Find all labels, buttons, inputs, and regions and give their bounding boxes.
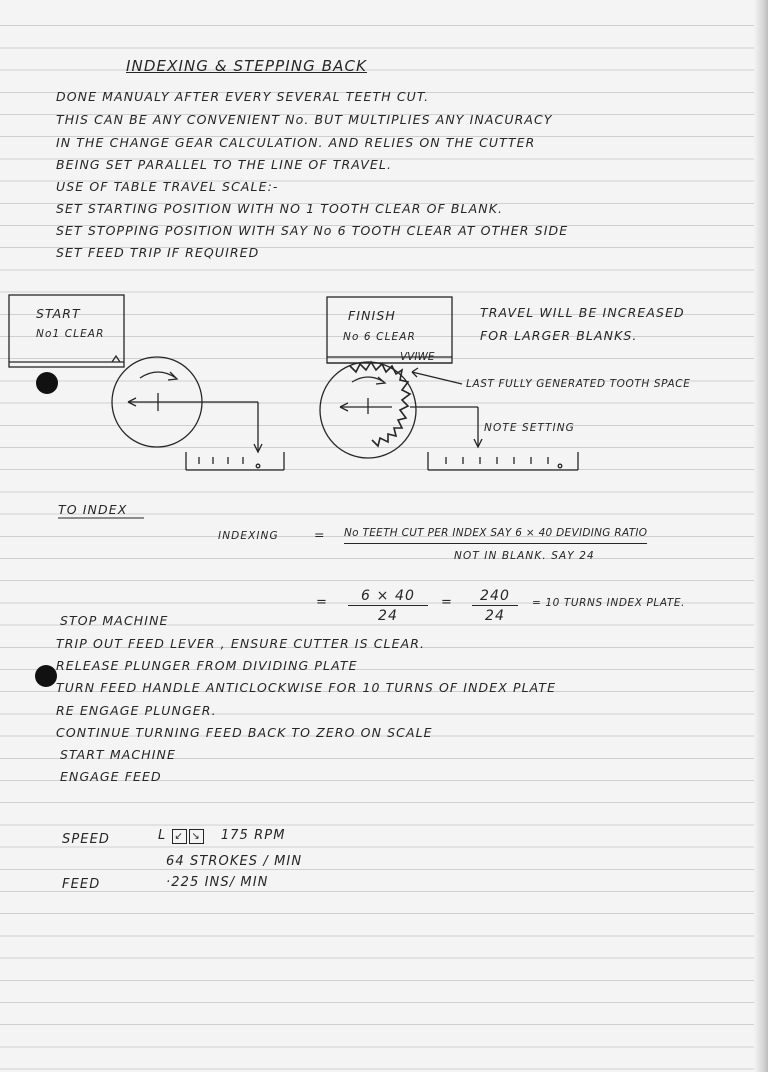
step-2: TRIP OUT FEED LEVER , ENSURE CUTTER IS CLEAR. [56,636,426,651]
speed-prefix: L [158,828,167,843]
speed-label: SPEED [62,832,111,847]
intro-line-6: SET STARTING POSITION WITH NO 1 TOOTH CLEAR OF BLANK. [56,201,504,216]
step-1: STOP MACHINE [60,613,169,628]
indexing-label: INDEXING [218,530,279,542]
step-5: RE ENGAGE PLUNGER. [56,703,217,718]
finish-label-2: No 6 CLEAR [343,331,416,343]
step-6: CONTINUE TURNING FEED BACK TO ZERO ON SCALE [56,725,433,740]
calc-result: = 10 TURNS INDEX PLATE. [532,597,686,609]
travel-note-1: TRAVEL WILL BE INCREASED [480,305,685,320]
fraction-2 [472,588,518,624]
fraction-1 [348,588,428,624]
speed-box-1: ↙ [172,829,187,844]
calc-equals-2: = [441,595,453,610]
fraction-1-numerator: 6 × 40 [348,588,428,606]
formula-denominator: NOT IN BLANK. SAY 24 [454,550,595,562]
finish-label-1: FINISH [348,308,396,323]
finish-tooth-marks: VVIWE [400,351,435,363]
step-3: RELEASE PLUNGER FROM DIVIDING PLATE [56,658,358,673]
feed-value: ·225 INS/ MIN [166,875,269,890]
page-title: INDEXING & STEPPING BACK [126,57,367,75]
note-setting: NOTE SETTING [484,422,575,434]
last-tooth-note: LAST FULLY GENERATED TOOTH SPACE [466,378,691,390]
intro-line-5: USE OF TABLE TRAVEL SCALE:- [56,179,279,194]
calc-equals: = [316,595,328,610]
to-index-heading: TO INDEX [58,502,128,517]
step-7: START MACHINE [60,747,176,762]
intro-line-4: BEING SET PARALLEL TO THE LINE OF TRAVEL. [56,157,393,172]
strokes-value: 64 STROKES / MIN [166,854,303,869]
step-8: ENGAGE FEED [60,769,162,784]
travel-note-2: FOR LARGER BLANKS. [480,328,638,343]
intro-line-7: SET STOPPING POSITION WITH SAY No 6 TOOTH CLEAR AT OTHER SIDE [56,223,569,238]
fraction-2-numerator: 240 [472,588,518,606]
intro-line-1: DONE MANUALY AFTER EVERY SEVERAL TEETH CUT. [56,89,430,104]
intro-line-3: IN THE CHANGE GEAR CALCULATION. AND RELIES ON THE CUTTER [56,135,536,150]
speed-box-2: ↘ [189,829,204,844]
fraction-2-denominator: 24 [484,608,505,624]
indexing-equals: = [314,527,326,542]
fraction-1-denominator: 24 [377,608,398,624]
intro-line-2: THIS CAN BE ANY CONVENIENT No. BUT MULTIPLIES ANY INACURACY [56,112,553,127]
feed-label: FEED [62,877,101,892]
formula-numerator: No TEETH CUT PER INDEX SAY 6 × 40 DEVIDING RATIO [344,526,647,544]
start-label-2: No1 CLEAR [36,328,105,340]
intro-line-8: SET FEED TRIP IF REQUIRED [56,245,260,260]
speed-value [158,829,286,844]
step-4: TURN FEED HANDLE ANTICLOCKWISE FOR 10 TURNS OF INDEX PLATE [56,680,557,695]
speed-rpm: 175 RPM [220,828,286,843]
start-label-1: START [36,306,81,321]
